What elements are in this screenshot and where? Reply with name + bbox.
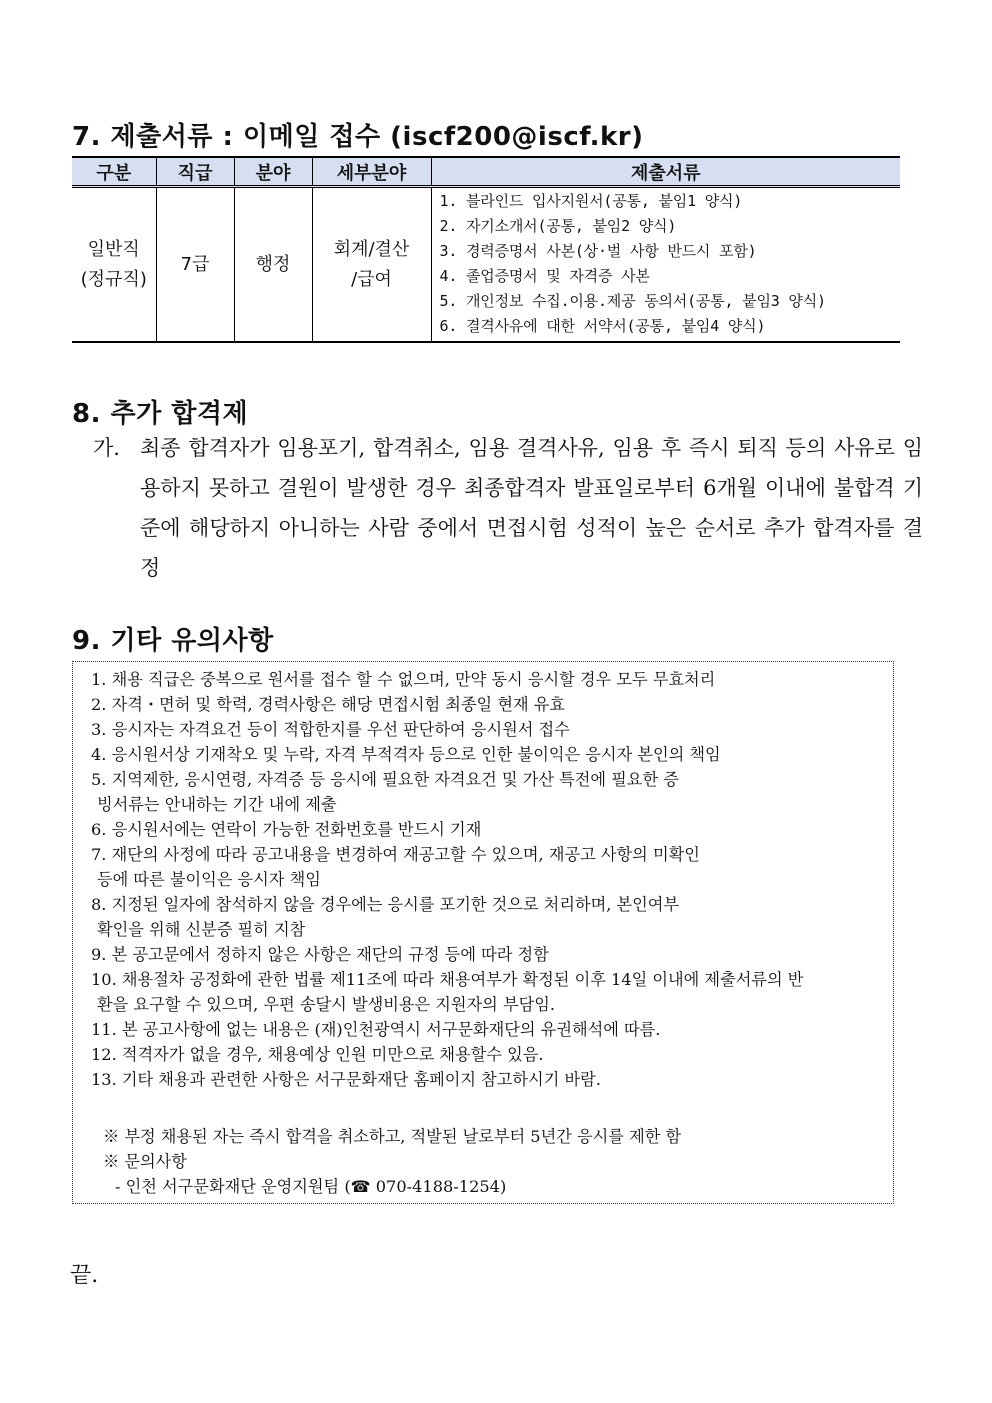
section-8-item [93,428,923,588]
item-label: 가. [93,436,120,460]
category-line1: 일반직 [87,238,140,260]
item-text: 2. 자격・면허 및 학력, 경력사항은 해당 면접시험 최종일 현재 유효 [91,695,566,714]
header-documents: 제출서류 [431,157,900,187]
table-header-row [72,157,900,187]
item-continuation: 환을 요구할 수 있으며, 우편 송달시 발생비용은 지원자의 부담임. [97,995,556,1014]
submission-documents-table [72,156,900,343]
list-item: 6. 결격사유에 대한 서약서(공통, 붙임4 양식) [439,317,766,335]
item-text: 6. 응시원서에는 연락이 가능한 전화번호를 반드시 기재 [91,820,482,839]
list-item [91,842,891,892]
list-item [91,742,891,767]
item-continuation: 확인을 위해 신분증 필히 지참 [97,920,306,939]
list-item: 2. 자기소개서(공통, 붙임2 양식) [439,217,677,235]
cell-field: 행정 [234,187,312,343]
item-text: 1. 채용 직급은 중복으로 원서를 접수 할 수 없으며, 만약 동시 응시할 경우 모두 무효처리 [91,670,716,689]
notice-list [91,667,891,1092]
contact-prefix: - 인천 서구문화재단 운영지원팀 ( [115,1177,351,1196]
list-item [91,892,891,942]
list-item [91,1042,891,1067]
section-9-heading: 9. 기타 유의사항 [72,626,274,656]
cell-category [72,187,156,343]
inquiry-note: ※ 문의사항 [103,1152,187,1171]
list-item: 4. 졸업증명서 및 자격증 사본 [439,267,650,285]
list-item [91,1067,891,1092]
phone-icon: ☎ [350,1177,371,1196]
notes [103,1124,883,1199]
header-category: 구분 [72,157,156,187]
cell-grade: 7급 [156,187,234,343]
list-item [91,817,891,842]
header-field: 분야 [234,157,312,187]
item-text: 11. 본 공고사항에 없는 내용은 (재)인천광역시 서구문화재단의 유권해석에 따름. [91,1020,661,1039]
list-item: 5. 개인정보 수집.이용.제공 동의서(공통, 붙임3 양식) [439,292,826,310]
list-item [91,942,891,967]
item-text: 10. 채용절차 공정화에 관한 법률 제11조에 따라 채용여부가 확정된 이후 14일 이내에 제출서류의 반 [91,970,804,989]
item-text: 12. 적격자가 없을 경우, 채용예상 인원 미만으로 채용할수 있음. [91,1045,544,1064]
cell-subfield [312,187,431,343]
section-7-heading: 7. 제출서류 : 이메일 접수 (iscf200@iscf.kr) [72,122,644,152]
section-8-heading: 8. 추가 합격제 [72,399,249,429]
list-item: 3. 경력증명서 사본(상·벌 사항 반드시 포함) [439,242,757,260]
list-item [91,692,891,717]
list-item: 1. 블라인드 입사지원서(공통, 붙임1 양식) [439,192,743,210]
end-mark: 끝. [70,1263,99,1288]
item-text: 3. 응시자는 자격요건 등이 적합한지를 우선 판단하여 응시원서 접수 [91,720,570,739]
category-line2: (정규직) [80,268,147,290]
table-row [72,187,900,343]
list-item [91,1017,891,1042]
documents-list [440,189,901,339]
item-text: 4. 응시원서상 기재착오 및 누락, 자격 부적격자 등으로 인한 불이익은 응시자 본인의 책임 [91,745,721,764]
contact-line [103,1174,883,1199]
list-item [91,967,891,1017]
subfield-line2: /급여 [351,268,392,290]
fraud-note: ※ 부정 채용된 자는 즉시 합격을 취소하고, 적발된 날로부터 5년간 응시를 제한 함 [103,1127,682,1146]
item-continuation: 빙서류는 안내하는 기간 내에 제출 [97,795,337,814]
contact-suffix: ) [499,1177,507,1196]
notice-box [72,661,894,1204]
list-item [91,667,891,692]
item-continuation: 등에 따른 불이익은 응시자 책임 [97,870,321,889]
contact-phone: 070-4188-1254 [375,1177,500,1196]
item-text: 8. 지정된 일자에 참석하지 않을 경우에는 응시를 포기한 것으로 처리하며, 본인여부 [91,895,680,914]
item-text: 5. 지역제한, 응시연령, 자격증 등 응시에 필요한 자격요건 및 가산 특전에 필요한 증 [91,770,679,789]
cell-documents [431,187,900,343]
list-item [91,717,891,742]
list-item [91,767,891,817]
header-subfield: 세부분야 [312,157,431,187]
item-text: 9. 본 공고문에서 정하지 않은 사항은 재단의 규정 등에 따라 정함 [91,945,549,964]
header-grade: 직급 [156,157,234,187]
item-text: 13. 기타 채용과 관련한 사항은 서구문화재단 홈페이지 참고하시기 바람. [91,1070,601,1089]
subfield-line1: 회계/결산 [333,238,410,260]
item-text: 최종 합격자가 임용포기, 합격취소, 임용 결격사유, 임용 후 즉시 퇴직 등의 사유로 임용하지 못하고 결원이 발생한 경우 최종합격자 발표일로부터 6개월 이내에 불합격 기준에 해당하지 아니하는 사람 중에서 면접시험 성적이 높은 순서로 추가 합격자를 결정 [140,436,923,580]
item-text: 7. 재단의 사정에 따라 공고내용을 변경하여 재공고할 수 있으며, 재공고 사항의 미확인 [91,845,700,864]
